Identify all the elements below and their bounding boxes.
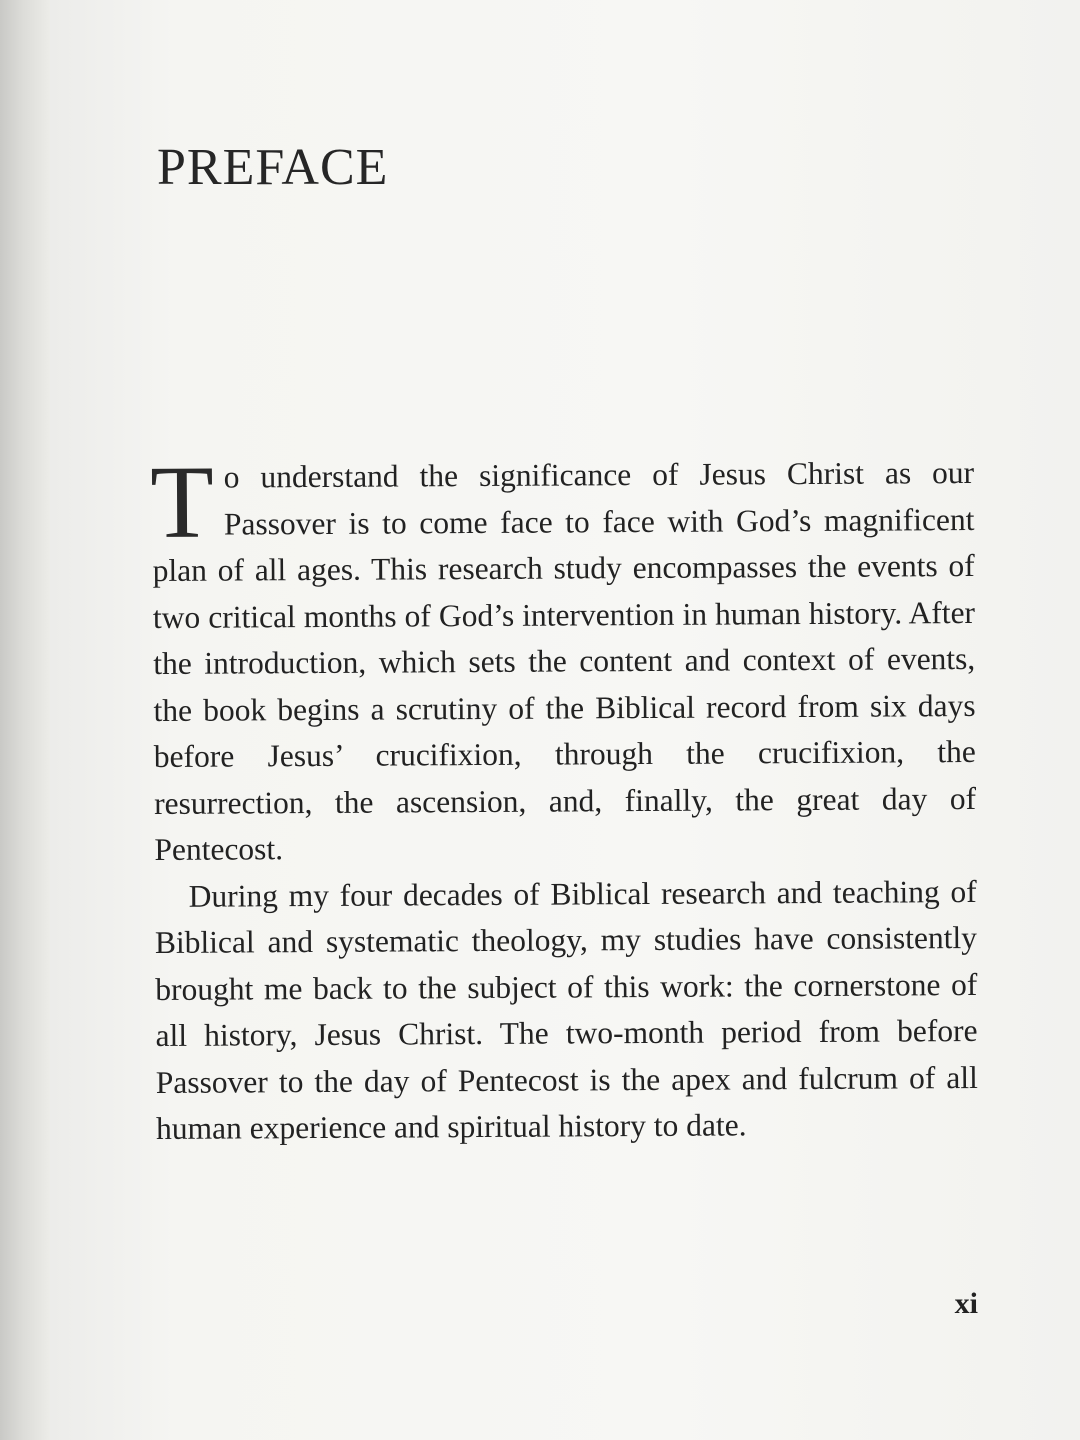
book-gutter [0, 0, 50, 1440]
page-number: xi [954, 1287, 978, 1320]
drop-cap: T [149, 444, 215, 561]
paragraph-1-text: o understand the significance of Jesus Christ as our Passover is to come face to face with God’s magnificent plan of all ages. This research study encompasses the events of two critical months of God’s intervention in human history. After the introduction, which sets the content and context of events, the book begins a scrutiny of the Biblical record from six days before Jesus’ crucifixion, through the crucifixion, the resurrection, the ascension, and, finally, the great day of Pentecost. [152, 454, 977, 867]
paragraph-2-text: During my four decades of Biblical research and teaching of Biblical and systematic theology, my studies have consistently brought me back to the subject of this work: the cornerstone of all history, Jesus Christ. The two-month period from before Passover to the day of Pentecost is the apex and fulcrum of all human experience and spiritual history to date. [154, 873, 978, 1146]
paragraph-1 [149, 444, 977, 874]
paragraph-2 [155, 868, 979, 1152]
page-heading: PREFACE [157, 139, 389, 196]
body-text [149, 444, 978, 1153]
